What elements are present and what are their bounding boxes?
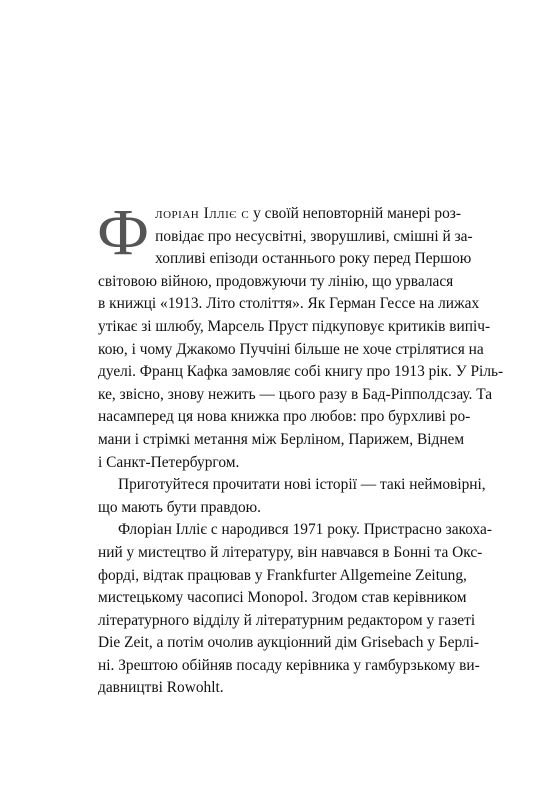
text-line: ні. Зрештою обійняв посаду керівника у гамбурзькому ви- xyxy=(98,656,480,674)
text-line: і Санкт-Петербургом. xyxy=(98,453,240,471)
text-line: світовою війною, продовжуючи ту лінію, що урвалася xyxy=(98,272,454,290)
text-line: мани і стрімкі метання між Берліном, Парижем, Віднем xyxy=(98,430,465,448)
text-line: літературного відділу й літературним редактором у газеті xyxy=(98,611,476,629)
author-name-smallcaps: лоріан Ілліє с xyxy=(155,205,250,222)
author-bio-paragraph xyxy=(98,519,492,700)
drop-cap-letter: Ф xyxy=(97,196,150,269)
text-line: дуелі. Франц Кафка замовляє собі книгу про 1913 рік. У Ріль- xyxy=(98,363,504,381)
text-line-rest: у своїй неповторній манері роз- xyxy=(249,205,462,222)
text-line: утікає зі шлюбу, Марсель Пруст підкуповує критиків випіч- xyxy=(98,317,491,335)
text-line: давництві Rowohlt. xyxy=(98,679,224,697)
text-line: ке, звісно, знову нежить — цього разу в Бад-Ріпполдсзау. Та xyxy=(98,385,493,403)
text-line: форді, відтак працював у Frankfurter Allgemeine Zeitung, xyxy=(98,566,467,584)
text-line: в книжці «1913. Літо століття». Як Герман Гессе на лижах xyxy=(98,295,480,313)
text-line: насамперед ця нова книжка про любов: про бурхливі ро- xyxy=(98,408,471,426)
text-line: Флоріан Ілліє с народився 1971 року. Пристрасно закоха- xyxy=(118,521,492,539)
text-line: кою, і чому Джакомо Пуччіні більше не хоче стрілятися на xyxy=(98,340,484,358)
text-line: мистецькому часописі Monopol. Згодом став керівником xyxy=(98,589,467,607)
text-line: що мають бути правдою. xyxy=(98,498,262,516)
text-line: Die Zeit, а потім очолив аукціонний дім Grisebach у Берлі- xyxy=(98,634,480,652)
text-line: Приготуйтеся прочитати нові історії — такі неймовірні, xyxy=(118,476,486,494)
intro-paragraph xyxy=(97,196,504,474)
invitation-paragraph xyxy=(98,474,486,519)
book-description xyxy=(97,196,504,700)
text-line: повідає про несусвітні, зворушливі, смішні й за- xyxy=(155,227,473,245)
text-line: хопливі епізоди останнього року перед Першою xyxy=(155,250,472,268)
text-line: ний у мистецтво й літературу, він навчався в Бонні та Окс- xyxy=(98,543,483,561)
